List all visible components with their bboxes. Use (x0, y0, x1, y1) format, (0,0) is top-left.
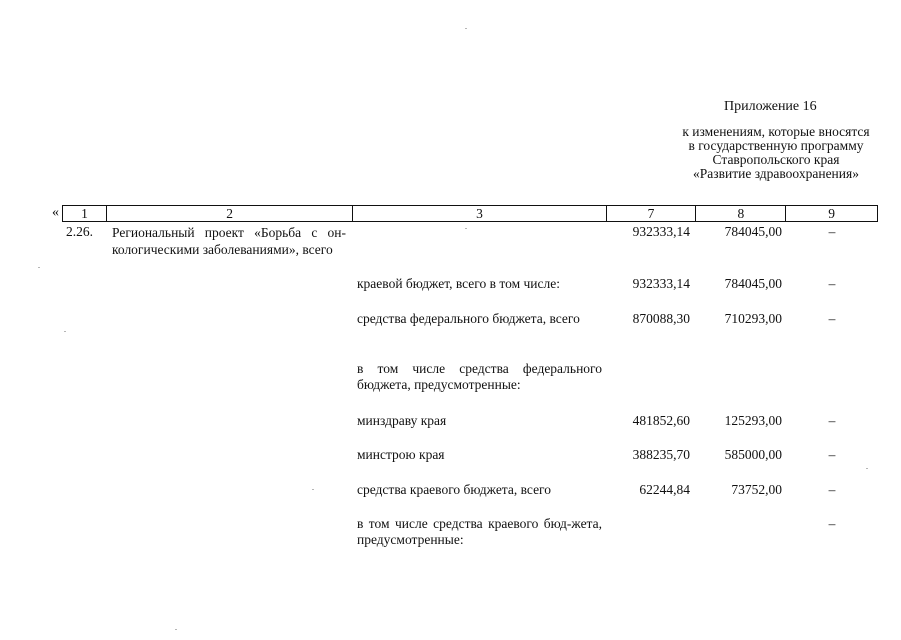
fund-label: минздраву края (357, 413, 447, 428)
fund-value-col-8: 73752,00 (731, 482, 782, 497)
appendix-title: Приложение 16 (724, 99, 817, 114)
fund-label: в том числе средства краевого бюд-жета, предусмотренные: (357, 516, 602, 547)
fund-label: краевой бюджет, всего в том числе: (357, 276, 560, 291)
scan-speck (175, 629, 177, 630)
scan-speck (465, 228, 467, 229)
fund-value-col-9: – (828, 516, 836, 531)
header-cell-col-7: 7 (607, 206, 697, 221)
appendix-subtitle-line: Ставропольского края (712, 152, 840, 167)
fund-value-col-9: – (828, 447, 836, 462)
total-col-9: – (828, 224, 836, 239)
fund-value-col-7: 388235,70 (632, 447, 690, 462)
fund-value-col-8: 710293,00 (724, 311, 782, 326)
fund-label: средства федерального бюджета, всего (357, 311, 580, 326)
appendix-subtitle-line: «Развитие здравоохранения» (693, 166, 859, 181)
fund-value-col-8: 125293,00 (724, 413, 782, 428)
fund-label: средства краевого бюджета, всего (357, 482, 552, 497)
fund-label: в том числе средства федерального бюджета, предусмотренные: (357, 361, 602, 392)
fund-value-col-7: 62244,84 (639, 482, 690, 497)
scan-speck (312, 489, 314, 490)
fund-value-col-8: 784045,00 (724, 276, 782, 291)
appendix-subtitle-line: к изменениям, которые вносятся (682, 124, 870, 139)
fund-value-col-9: – (828, 413, 836, 428)
fund-value-col-7: 481852,60 (632, 413, 690, 428)
row-name: Региональный проект «Борьба с он-кологическими заболеваниями», всего (112, 225, 346, 257)
scan-speck (38, 267, 40, 268)
scan-speck (465, 28, 467, 29)
fund-value-col-9: – (828, 482, 836, 497)
appendix-subtitle-line: в государственную программу (688, 138, 864, 153)
row-code: 2.26. (66, 224, 93, 239)
fund-value-col-7: 870088,30 (632, 311, 690, 326)
fund-value-col-9: – (828, 276, 836, 291)
header-cell-col-2: 2 (107, 206, 353, 221)
table-header-row (62, 205, 878, 222)
header-cell-col-3: 3 (353, 206, 606, 221)
scan-speck (64, 331, 66, 332)
header-cell-col-9: 9 (828, 206, 835, 221)
open-quote: « (52, 205, 59, 220)
total-col-8: 784045,00 (724, 224, 782, 239)
appendix-subtitle (660, 125, 892, 181)
header-cell-col-1: 1 (63, 206, 107, 221)
total-col-7: 932333,14 (632, 224, 690, 239)
fund-label: минстрою края (357, 447, 445, 462)
fund-value-col-9: – (828, 311, 836, 326)
header-cell-col-8: 8 (696, 206, 786, 221)
fund-value-col-7: 932333,14 (632, 276, 690, 291)
fund-value-col-8: 585000,00 (724, 447, 782, 462)
scan-speck (866, 468, 868, 469)
